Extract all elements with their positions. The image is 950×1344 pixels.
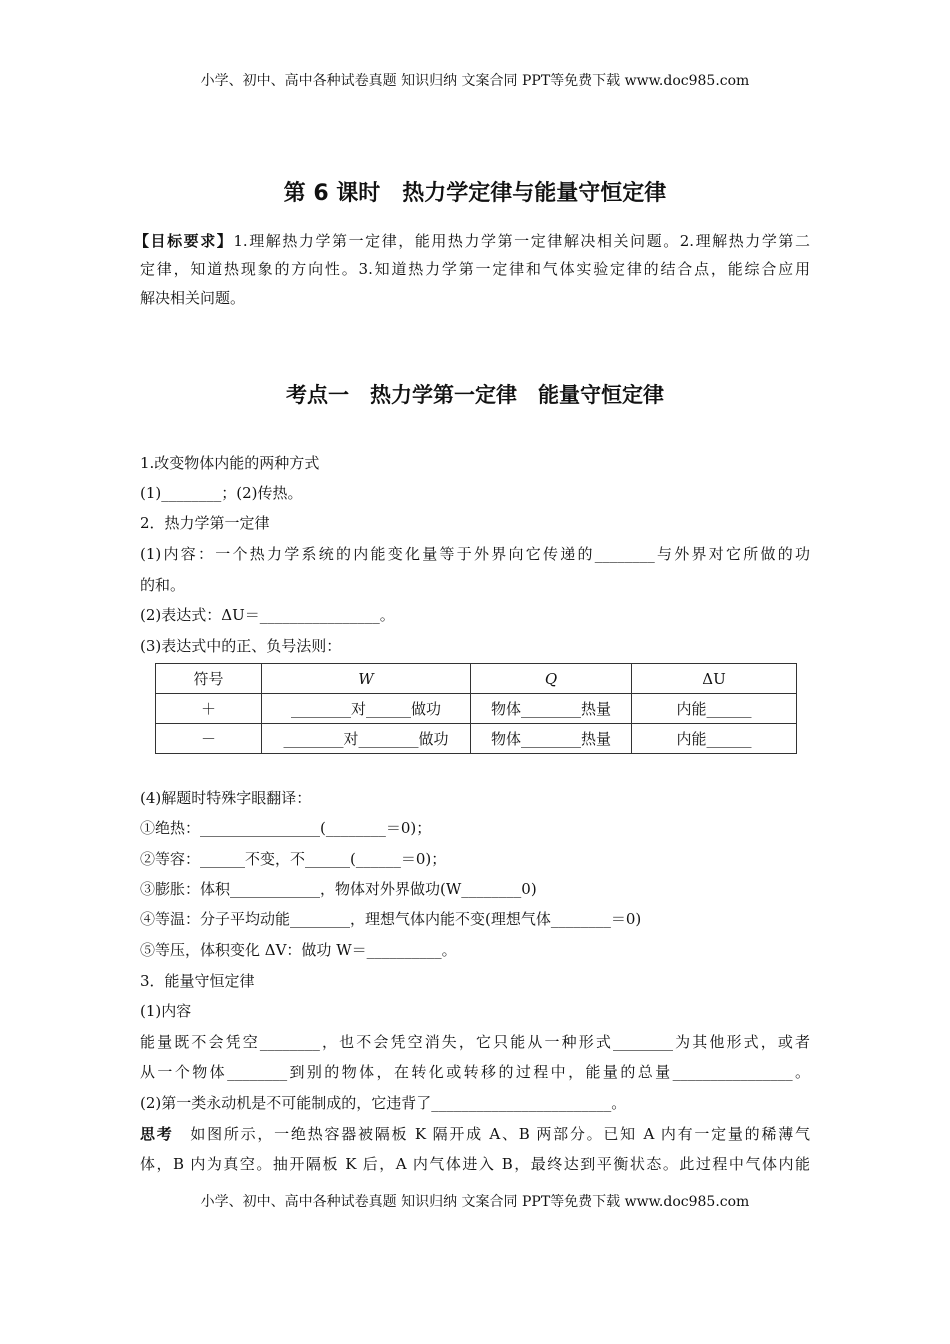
think-label: 思考: [140, 1125, 174, 1143]
think-line-1: 思考 如图所示，一绝热容器被隔板 K 隔开成 A、B 两部分。已知 A 内有一定量的稀薄气: [140, 1125, 810, 1143]
objective-line-1: 【目标要求】1.理解热力学第一定律，能用热力学第一定律解决相关问题。2.理解热力学第二: [134, 232, 810, 250]
text-line: 1.改变物体内能的两种方式: [140, 454, 320, 472]
table-cell: 物体________热量: [471, 724, 632, 754]
text-line: ③膨胀：体积____________，物体对外界做功(W________0): [140, 880, 537, 898]
page-title: 第 6 课时 热力学定律与能量守恒定律: [283, 181, 667, 206]
table-cell: ________对______做功: [262, 694, 471, 724]
text-line: 从一个物体________到别的物体，在转化或转移的过程中，能量的总量________________。: [140, 1063, 810, 1081]
text-line: (3)表达式中的正、负号法则：: [140, 637, 342, 655]
table-header: W: [262, 664, 471, 694]
table-cell: 内能______: [632, 724, 797, 754]
table-cell: 物体________热量: [471, 694, 632, 724]
table-header: ΔU: [632, 664, 797, 694]
text-line: (1)________；(2)传热。: [140, 484, 303, 502]
table-row: [156, 724, 797, 754]
sign-rule-table: [155, 663, 797, 754]
table-row: [156, 694, 797, 724]
text-line: 能量既不会凭空________，也不会凭空消失，它只能从一种形式________为其他形式，或者: [140, 1033, 810, 1051]
text-line: 3．能量守恒定律: [140, 972, 255, 990]
text-line: (2)表达式：ΔU＝________________。: [140, 606, 395, 624]
text-line: (2)第一类永动机是不可能制成的，它违背了________________________。: [140, 1094, 627, 1112]
text-line: ⑤等压，体积变化 ΔV：做功 W＝__________。: [140, 941, 457, 959]
text-line: ②等容：______不变，不______(______＝0)；: [140, 850, 447, 868]
table-cell: －: [156, 724, 262, 754]
text-line: (4)解题时特殊字眼翻译：: [140, 789, 312, 807]
table-cell: 内能______: [632, 694, 797, 724]
objective-line-2: 定律，知道热现象的方向性。3.知道热力学第一定律和气体实验定律的结合点，能综合应用: [140, 260, 810, 278]
text-line: 2．热力学第一定律: [140, 514, 270, 532]
section-title: 考点一 热力学第一定律 能量守恒定律: [286, 383, 664, 407]
text-line: 的和。: [140, 576, 186, 594]
page-footer: 小学、初中、高中各种试卷真题 知识归纳 文案合同 PPT等免费下载 www.doc985.com: [200, 1194, 750, 1210]
text-line: ④等温：分子平均动能________，理想气体内能不变(理想气体________＝0): [140, 910, 642, 928]
text-line: (1)内容: [140, 1002, 192, 1020]
objective-label: 【目标要求】: [134, 232, 234, 250]
think-line-2: 体，B 内为真空。抽开隔板 K 后，A 内气体进入 B，最终达到平衡状态。此过程中气体内能: [140, 1155, 810, 1173]
table-cell: ＋: [156, 694, 262, 724]
objective-line-3: 解决相关问题。: [140, 289, 246, 307]
table-cell: ________对________做功: [262, 724, 471, 754]
table-header: 符号: [156, 664, 262, 694]
table-header-row: [156, 664, 797, 694]
text-line: (1)内容：一个热力学系统的内能变化量等于外界向它传递的________与外界对它所做的功: [140, 545, 810, 563]
page-header: 小学、初中、高中各种试卷真题 知识归纳 文案合同 PPT等免费下载 www.doc985.com: [200, 73, 750, 89]
text-line: ①绝热：________________(________＝0)；: [140, 819, 432, 837]
table-header: Q: [471, 664, 632, 694]
